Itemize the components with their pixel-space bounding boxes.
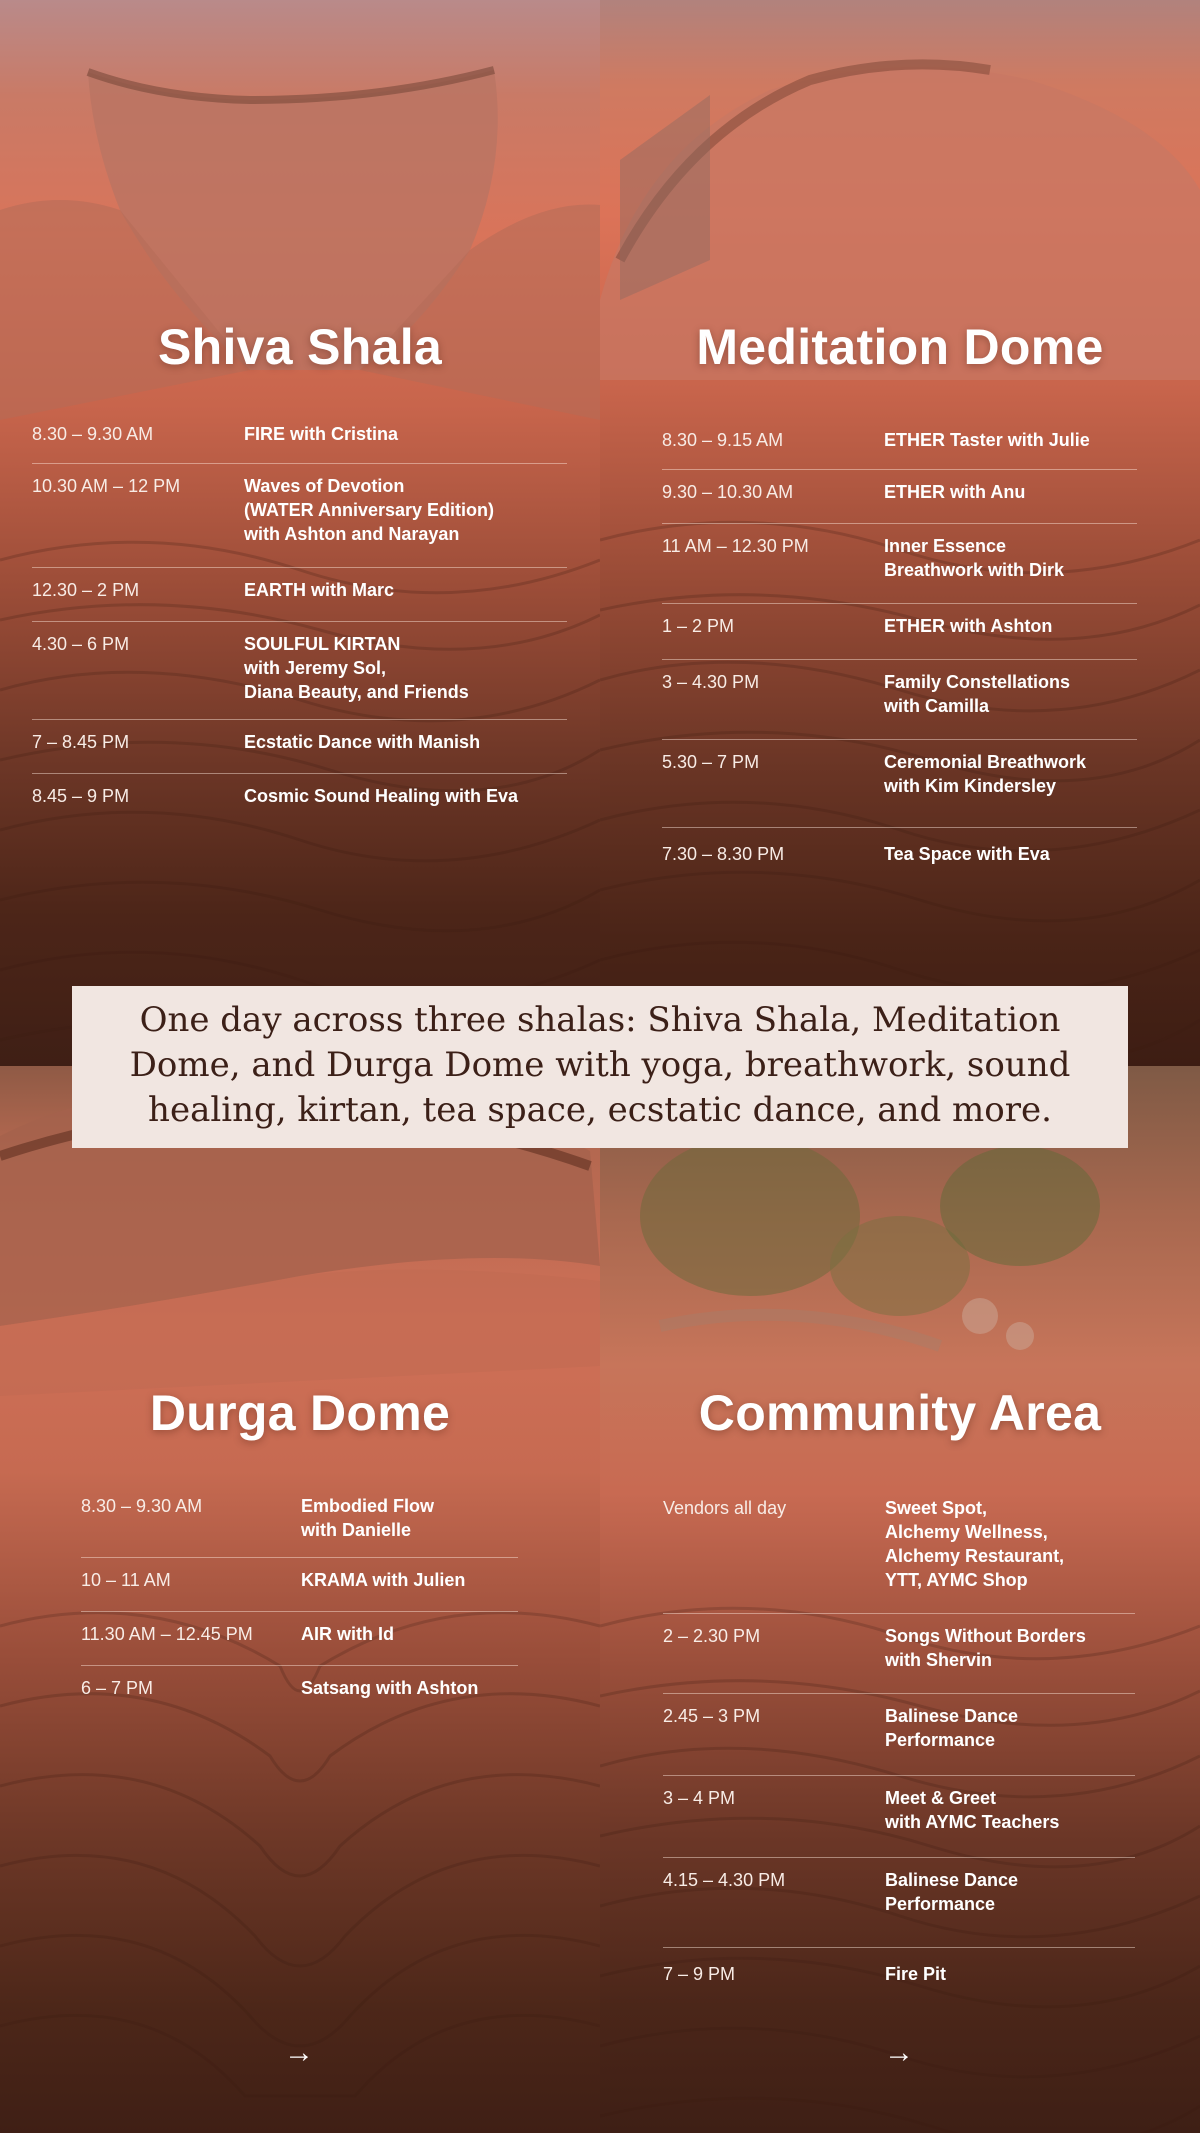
schedule-row [81, 1612, 518, 1666]
schedule-row [663, 1948, 1135, 1998]
row-time: 4.15 – 4.30 PM [663, 1870, 786, 1890]
row-time: 8.30 – 9.30 AM [32, 424, 154, 444]
row-event: Songs Without Borders with Shervin [885, 1626, 1086, 1670]
row-event: Family Constellations with Camilla [884, 672, 1071, 716]
row-event: Balinese Dance Performance [885, 1870, 1019, 1914]
row-time: 7.30 – 8.30 PM [662, 844, 785, 864]
schedule-row [663, 1486, 1135, 1614]
schedule-row [81, 1558, 518, 1612]
row-event: Cosmic Sound Healing with Eva [244, 786, 519, 806]
row-event: AIR with Id [301, 1624, 394, 1644]
schedule-row [662, 660, 1137, 740]
row-event: EARTH with Marc [244, 580, 395, 600]
schedule-row [32, 622, 567, 720]
panel-title-shiva-shala: Shiva Shala [158, 319, 442, 375]
schedule-row [32, 464, 567, 568]
schedule-row [32, 720, 567, 774]
row-time: 7 – 9 PM [663, 1964, 736, 1984]
row-time: 11 AM – 12.30 PM [662, 536, 809, 556]
schedule-row [662, 604, 1137, 660]
panel-durga-dome [0, 1066, 600, 2133]
row-time: 7 – 8.45 PM [32, 732, 130, 752]
schedule-row [663, 1694, 1135, 1776]
row-event: Ceremonial Breathwork with Kim Kindersley [884, 752, 1087, 796]
schedule-row [663, 1858, 1135, 1948]
schedule-durga-dome [81, 1484, 518, 1716]
schedule-row [81, 1484, 518, 1558]
row-time: 8.30 – 9.30 AM [81, 1496, 203, 1516]
row-event: ETHER with Ashton [884, 616, 1053, 636]
row-event: Embodied Flow with Danielle [301, 1496, 434, 1540]
schedule-row [663, 1776, 1135, 1858]
row-time: 5.30 – 7 PM [662, 752, 760, 772]
row-event: KRAMA with Julien [301, 1570, 466, 1590]
schedule-row [662, 828, 1137, 878]
row-event: Waves of Devotion (WATER Anniversary Edition) with Ashton and Narayan [244, 476, 495, 544]
schedule-row [662, 740, 1137, 828]
schedule-row [662, 418, 1137, 470]
schedule-row [662, 524, 1137, 604]
panel-shiva-shala [0, 0, 600, 1066]
schedule-shiva-shala [32, 412, 567, 824]
row-time: 8.30 – 9.15 AM [662, 430, 784, 450]
panel-title-durga-dome: Durga Dome [149, 1385, 451, 1441]
panel-community-area [600, 1066, 1200, 2133]
arrow-right-icon[interactable]: → [884, 2036, 914, 2069]
summary-banner-text: One day across three shalas: Shiva Shala, Meditation Dome, and Durga Dome with yoga, breathwork, sound healing, kirtan, tea space, ecstatic dance, and more. [129, 1000, 1071, 1130]
row-time: 10 – 11 AM [81, 1570, 171, 1590]
schedule-meditation-dome [662, 418, 1137, 878]
row-time: 3 – 4 PM [663, 1788, 736, 1808]
row-time: Vendors all day [663, 1498, 787, 1518]
row-time: 2.45 – 3 PM [663, 1706, 761, 1726]
summary-banner [72, 986, 1128, 1148]
row-time: 10.30 AM – 12 PM [32, 476, 181, 496]
row-time: 11.30 AM – 12.45 PM [81, 1624, 253, 1644]
row-event: Meet & Greet with AYMC Teachers [885, 1788, 1060, 1832]
schedule-row [32, 412, 567, 464]
row-event: Ecstatic Dance with Manish [244, 732, 481, 752]
row-event: Fire Pit [885, 1964, 947, 1984]
panel-title-meditation-dome: Meditation Dome [696, 319, 1104, 375]
row-time: 8.45 – 9 PM [32, 786, 130, 806]
row-time: 1 – 2 PM [662, 616, 735, 636]
schedule-row [32, 568, 567, 622]
row-time: 2 – 2.30 PM [663, 1626, 761, 1646]
row-event: Satsang with Ashton [301, 1678, 479, 1698]
row-time: 3 – 4.30 PM [662, 672, 760, 692]
row-event: SOULFUL KIRTAN with Jeremy Sol, Diana Beauty, and Friends [244, 634, 469, 702]
row-time: 6 – 7 PM [81, 1678, 154, 1698]
row-event: Inner Essence Breathwork with Dirk [884, 536, 1065, 580]
row-event: ETHER with Anu [884, 482, 1026, 502]
row-time: 12.30 – 2 PM [32, 580, 140, 600]
row-event: Balinese Dance Performance [885, 1706, 1019, 1750]
schedule-row [663, 1614, 1135, 1694]
row-time: 4.30 – 6 PM [32, 634, 130, 654]
row-event: FIRE with Cristina [244, 424, 399, 444]
schedule-row [662, 470, 1137, 524]
schedule-community-area [663, 1486, 1135, 1998]
row-event: Tea Space with Eva [884, 844, 1050, 864]
panel-meditation-dome [600, 0, 1200, 1066]
arrow-right-icon[interactable]: → [284, 2036, 314, 2069]
panel-title-community-area: Community Area [698, 1385, 1102, 1441]
row-event: Sweet Spot, Alchemy Wellness, Alchemy Restaurant, YTT, AYMC Shop [885, 1498, 1065, 1590]
schedule-row [32, 774, 567, 824]
row-event: ETHER Taster with Julie [884, 430, 1090, 450]
row-time: 9.30 – 10.30 AM [662, 482, 794, 502]
schedule-row [81, 1666, 518, 1716]
